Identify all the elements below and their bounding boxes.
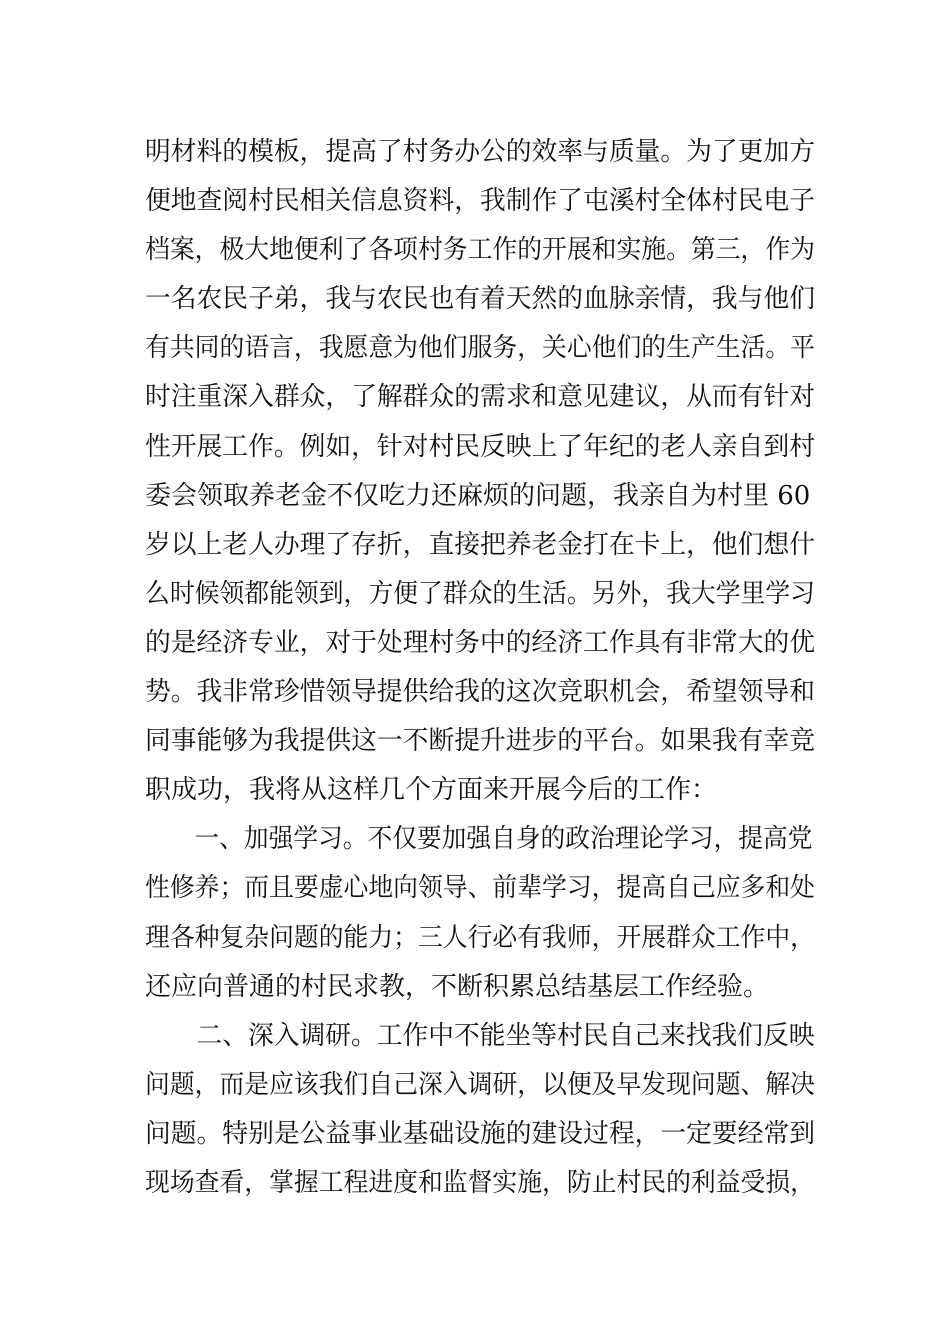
text-line: 现场查看，掌握工程进度和监督实施，防止村民的利益受损， (145, 1167, 816, 1198)
text-line: 问题。特别是公益事业基础设施的建设过程，一定要经常到 (145, 1118, 815, 1149)
text-line: 时注重深入群众，了解群众的需求和意见建议，从而有针对 (145, 382, 815, 413)
text-line: 势。我非常珍惜领导提供给我的这次竞职机会，希望领导和 (145, 677, 815, 708)
text-line: 还应向普通的村民求教，不断积累总结基层工作经验。 (145, 971, 770, 1002)
text-line: 的是经济专业，对于处理村务中的经济工作具有非常大的优 (145, 627, 815, 658)
text-line: 性修养；而且要虚心地向领导、前辈学习，提高自己应多和处 (145, 873, 816, 904)
text-line: 一名农民子弟，我与农民也有着天然的血脉亲情，我与他们 (145, 284, 815, 315)
text-line: 档案，极大地便利了各项村务工作的开展和实施。第三，作为 (145, 235, 816, 266)
text-line: 同事能够为我提供这一不断提升进步的平台。如果我有幸竞 (145, 726, 815, 757)
text-line: 委会领取养老金不仅吃力还麻烦的问题，我亲自为村里 60 (145, 480, 811, 511)
text-line: 便地查阅村民相关信息资料，我制作了屯溪村全体村民电子 (145, 186, 815, 217)
text-line: 问题，而是应该我们自己深入调研，以便及早发现问题、解决 (145, 1069, 816, 1100)
text-line: 岁以上老人办理了存折，直接把养老金打在卡上，他们想什 (145, 529, 815, 560)
text-line: 性开展工作。例如，针对村民反映上了年纪的老人亲自到村 (145, 431, 815, 462)
text-line: 二、深入调研。工作中不能坐等村民自己来找我们反映 (196, 1020, 815, 1051)
text-line: 么时候领都能领到，方便了群众的生活。另外，我大学里学习 (145, 578, 816, 609)
text-line: 有共同的语言，我愿意为他们服务，关心他们的生产生活。平 (145, 333, 816, 364)
text-line: 一、加强学习。不仅要加强自身的政治理论学习，提高党 (194, 824, 813, 855)
text-line: 理各种复杂问题的能力；三人行必有我师，开展群众工作中， (145, 922, 816, 953)
text-line: 明材料的模板，提高了村务办公的效率与质量。为了更加方 (145, 137, 815, 167)
body-text (145, 128, 815, 1208)
text-line: 职成功，我将从这样几个方面来开展今后的工作： (145, 775, 718, 806)
